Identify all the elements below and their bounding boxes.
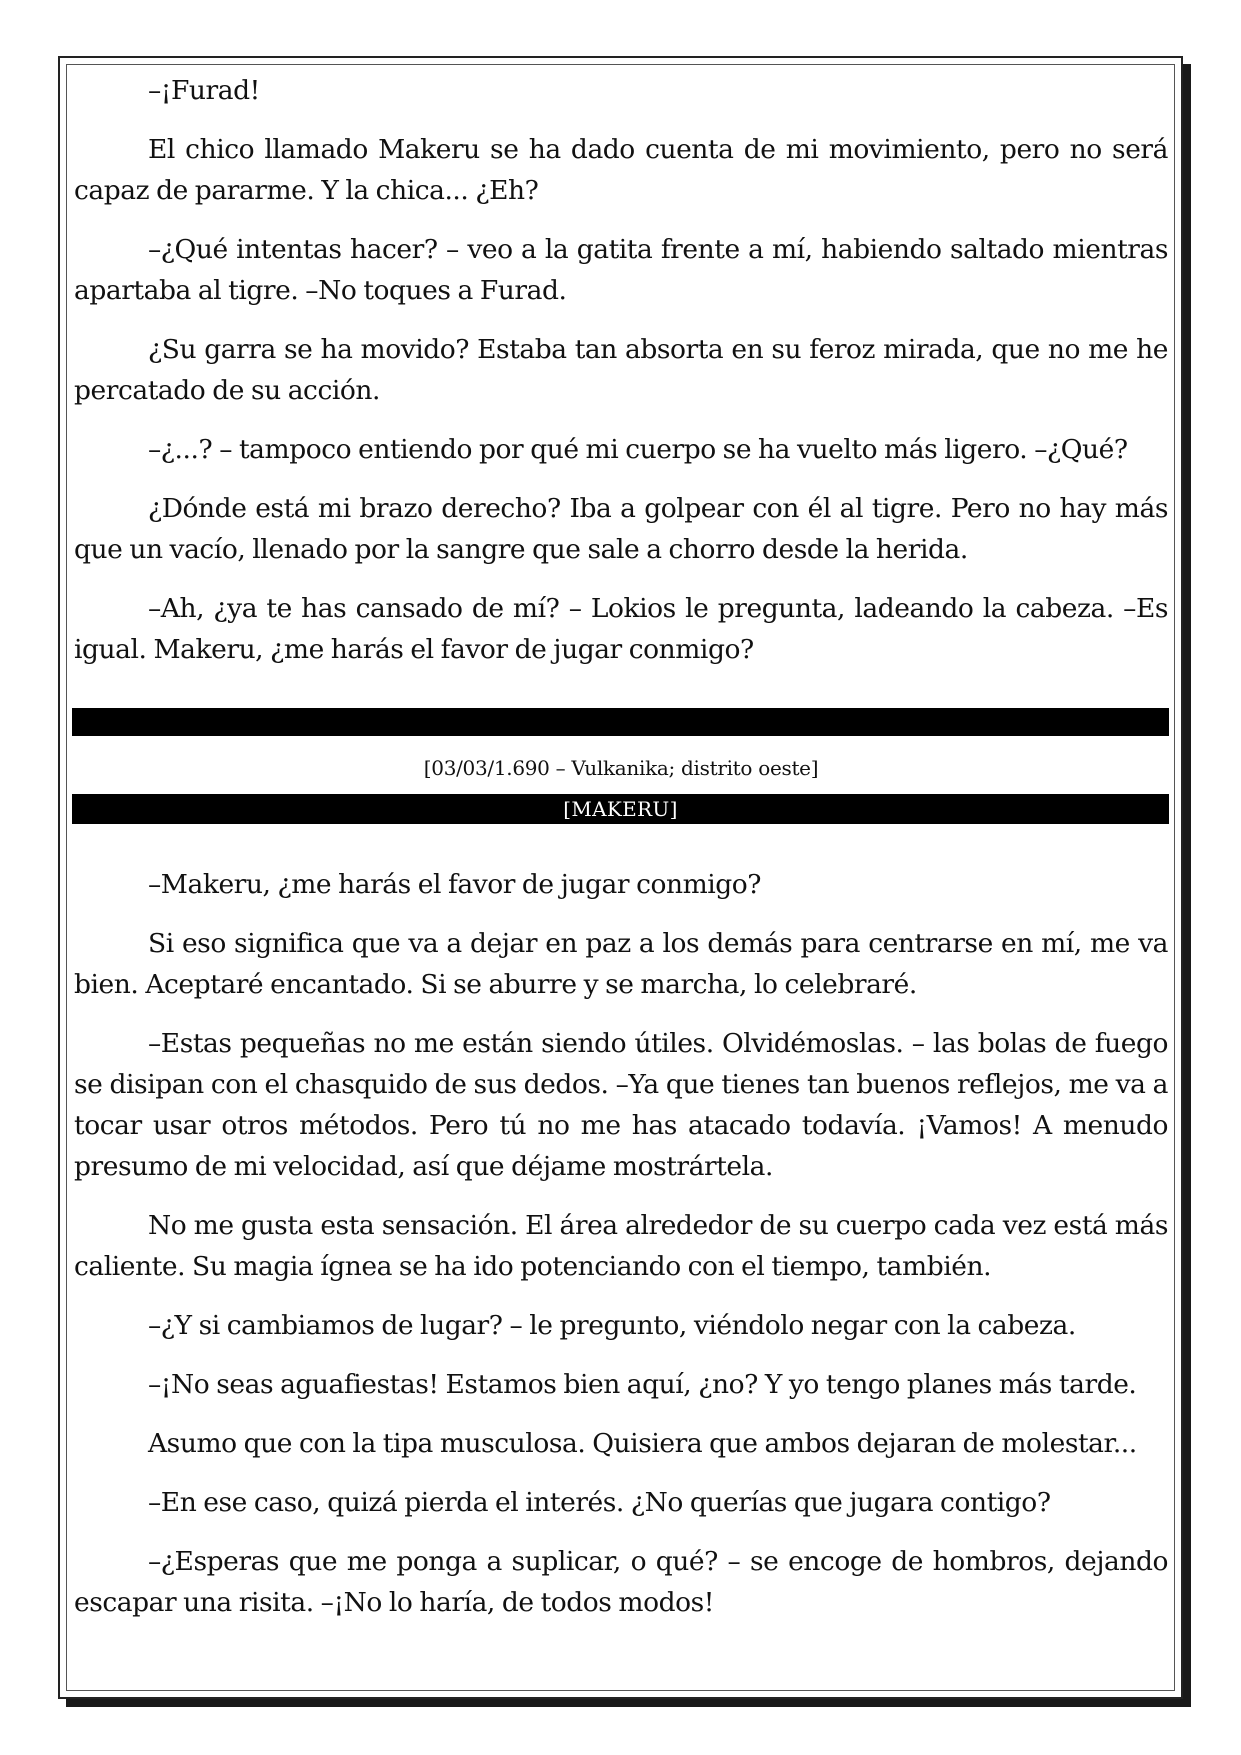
paragraph: Si eso significa que va a dejar en paz a los demás para centrarse en mí, me va bien. Aceptaré encantado. Si se aburre y se marcha, lo celebraré.	[74, 928, 1168, 1000]
paragraph: Asumo que con la tipa musculosa. Quisiera que ambos dejaran de molestar...	[148, 1428, 1137, 1459]
paragraph: –Ah, ¿ya te has cansado de mí? – Lokios le pregunta, ladeando la cabeza. –Es igual. Makeru, ¿me harás el favor de jugar conmigo?	[74, 593, 1168, 665]
page-content	[74, 70, 1168, 1641]
paragraph: –En ese caso, quizá pierda el interés. ¿No querías que jugara contigo?	[148, 1487, 1051, 1518]
paragraph: ¿Su garra se ha movido? Estaba tan absorta en su feroz mirada, que no me he percatado de su acción.	[74, 334, 1168, 406]
paragraph: –¿...? – tampoco entiendo por qué mi cuerpo se ha vuelto más ligero. –¿Qué?	[148, 434, 1128, 465]
paragraph: –¿Esperas que me ponga a suplicar, o qué? – se encoge de hombros, dejando escapar una risita. –¡No lo haría, de todos modos!	[74, 1546, 1168, 1618]
paragraph: –¿Qué intentas hacer? – veo a la gatita frente a mí, habiendo saltado mientras apartaba al tigre. –No toques a Furad.	[74, 234, 1168, 306]
paragraph: –Makeru, ¿me harás el favor de jugar conmigo?	[148, 869, 762, 900]
paragraph: ¿Dónde está mi brazo derecho? Iba a golpear con él al tigre. Pero no hay más que un vacío, llenado por la sangre que sale a chorro desde la herida.	[74, 493, 1168, 565]
section-2	[74, 864, 1168, 1623]
paragraph: –¡Furad!	[148, 75, 260, 106]
paragraph: –Estas pequeñas no me están siendo útiles. Olvidémoslas. – las bolas de fuego se disipan con el chasquido de sus dedos. –Ya que tienes tan buenos reflejos, me va a tocar usar otros métodos. Pero tú no me has atacado todavía. ¡Vamos! A menudo presumo de mi velocidad, así que déjame mostrártela.	[74, 1028, 1168, 1182]
paragraph: –¡No seas aguafiestas! Estamos bien aquí, ¿no? Y yo tengo planes más tarde.	[148, 1369, 1137, 1400]
pov-character-banner: [MAKERU]	[72, 794, 1169, 824]
paragraph: –¿Y si cambiamos de lugar? – le pregunto, viéndolo negar con la cabeza.	[148, 1310, 1076, 1341]
scene-date-location: [03/03/1.690 – Vulkanika; distrito oeste]	[423, 756, 819, 780]
paragraph: El chico llamado Makeru se ha dado cuenta de mi movimiento, pero no será capaz de pararme. Y la chica... ¿Eh?	[74, 134, 1168, 206]
section-1	[74, 70, 1168, 670]
section-divider-bar	[72, 708, 1169, 736]
paragraph: No me gusta esta sensación. El área alrededor de su cuerpo cada vez está más caliente. Su magia ígnea se ha ido potenciando con el tiempo, también.	[74, 1210, 1168, 1282]
